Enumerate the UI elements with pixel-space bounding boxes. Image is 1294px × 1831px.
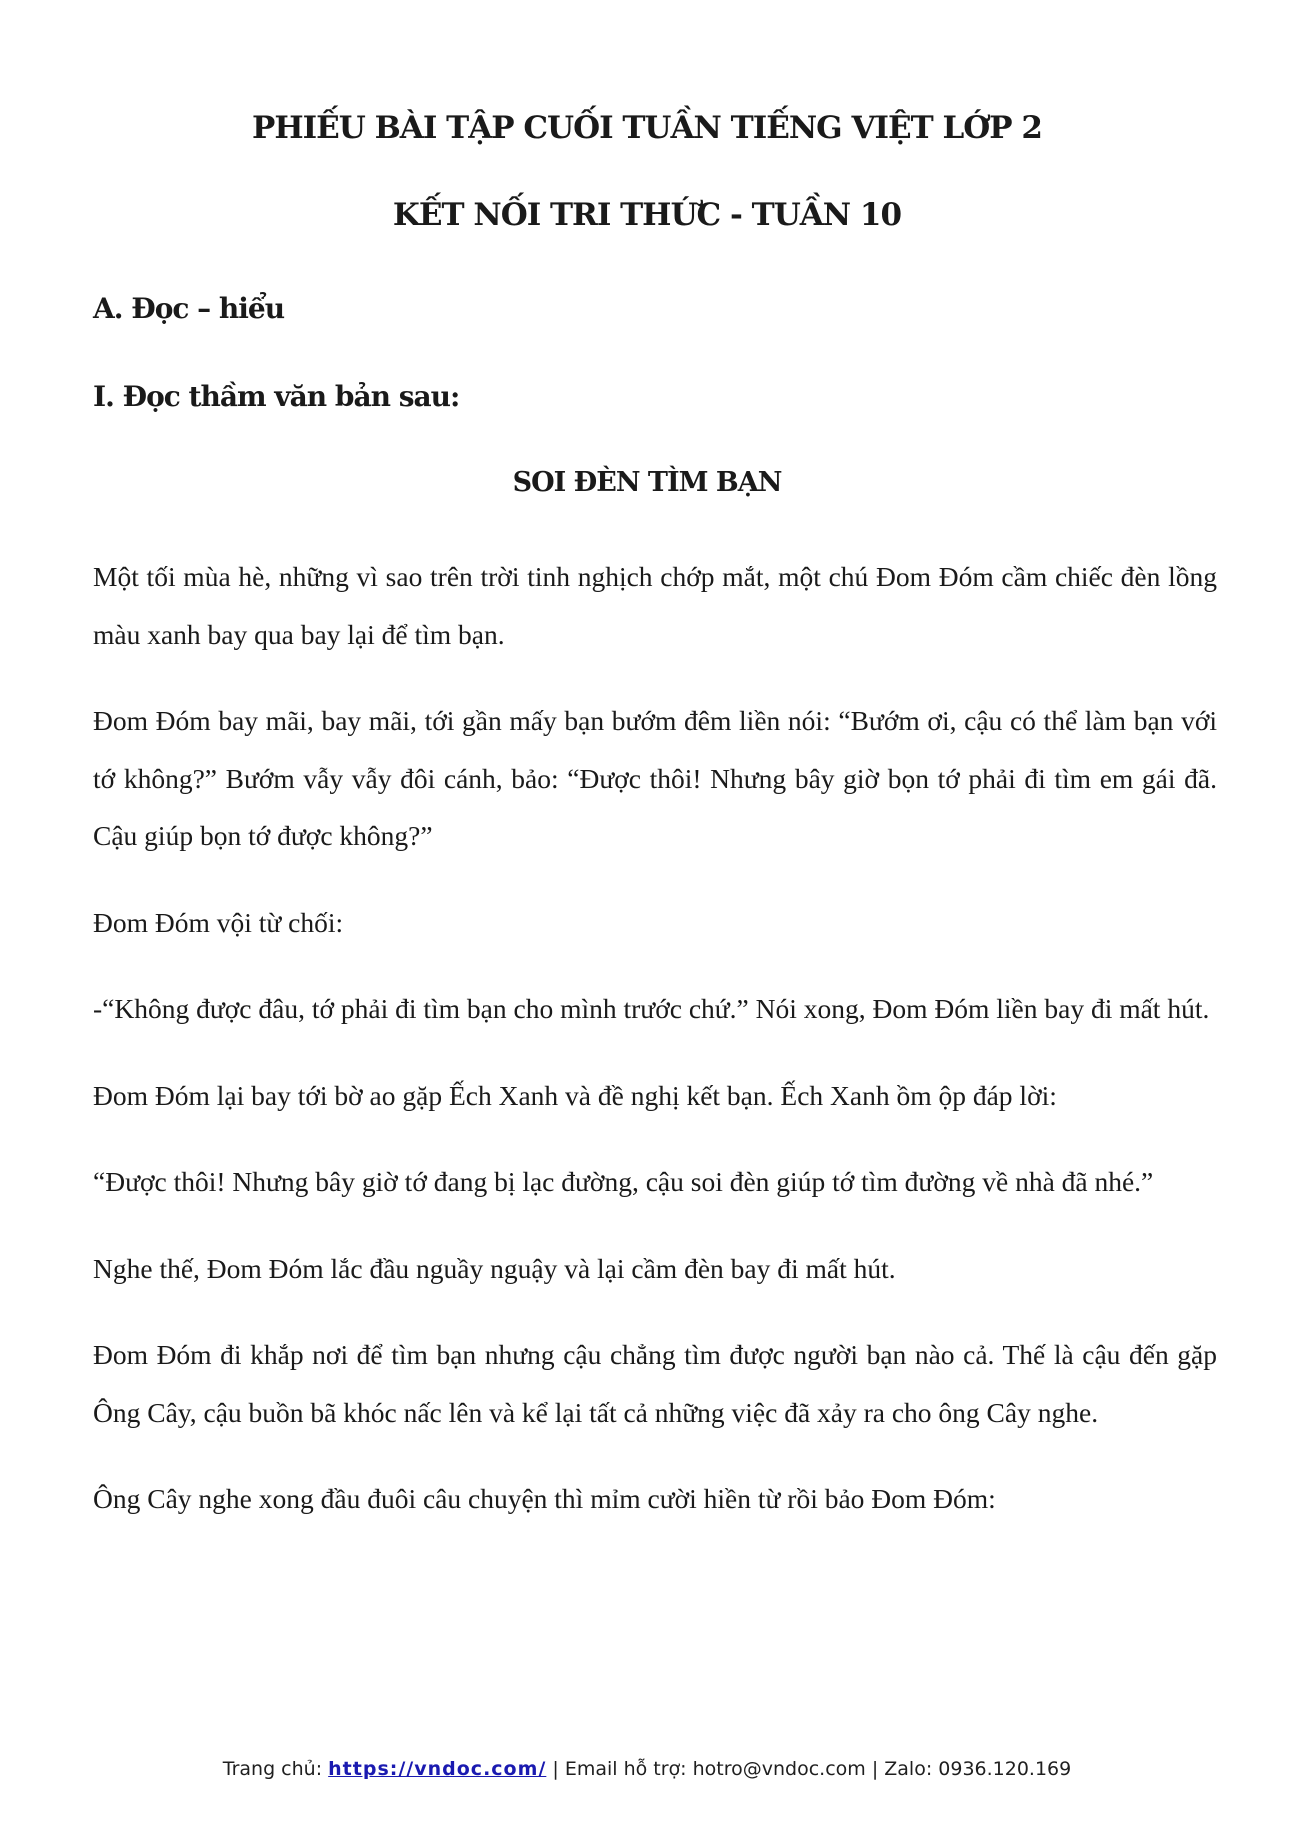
story-paragraph: Đom Đóm lại bay tới bờ ao gặp Ếch Xanh và đề nghị kết bạn. Ếch Xanh ồm ộp đáp lời:	[93, 1079, 1057, 1111]
story-paragraph: -“Không được đâu, tớ phải đi tìm bạn cho mình trước chứ.” Nói xong, Đom Đóm liền bay đi mất hút.	[93, 993, 1210, 1024]
story-paragraph: “Được thôi! Nhưng bây giờ tớ đang bị lạc đường, cậu soi đèn giúp tớ tìm đường về nhà đã nhé.”	[93, 1166, 1154, 1197]
story-paragraph: Đom Đóm vội từ chối:	[93, 906, 344, 938]
section-heading-reading: A. Đọc – hiểu	[93, 292, 285, 325]
section-heading-instruction: I. Đọc thầm văn bản sau:	[93, 380, 460, 413]
story-paragraph: Đom Đóm bay mãi, bay mãi, tới gần mấy bạn bướm đêm liền nói: “Bướm ơi, cậu có thể làm bạn với tớ không?” Bướm vẫy vẫy đôi cánh, bảo: “Được thôi! Nhưng bây giờ bọn tớ phải đi tìm em gái đã. Cậu giúp bọn tớ được không?”	[93, 705, 1217, 851]
page-footer	[0, 1758, 1294, 1780]
footer-home-link[interactable]: https://vndoc.com/	[328, 1758, 547, 1780]
footer-contact-text: | Email hỗ trợ: hotro@vndoc.com | Zalo: 0936.120.169	[546, 1758, 1072, 1780]
story-paragraph: Ông Cây nghe xong đầu đuôi câu chuyện thì mỉm cười hiền từ rồi bảo Đom Đóm:	[93, 1483, 996, 1514]
story-paragraph: Nghe thế, Đom Đóm lắc đầu nguầy nguậy và lại cầm đèn bay đi mất hút.	[93, 1252, 896, 1284]
page-title: PHIẾU BÀI TẬP CUỐI TUẦN TIẾNG VIỆT LỚP 2	[252, 110, 1042, 146]
story-body	[93, 548, 1217, 1557]
story-title: SOI ĐÈN TÌM BẠN	[512, 467, 782, 498]
story-paragraph: Đom Đóm đi khắp nơi để tìm bạn nhưng cậu chẳng tìm được người bạn nào cả. Thế là cậu đến gặp Ông Cây, cậu buồn bã khóc nấc lên và kể lại tất cả những việc đã xảy ra cho ông Cây nghe.	[93, 1339, 1217, 1428]
story-paragraph: Một tối mùa hè, những vì sao trên trời tinh nghịch chớp mắt, một chú Đom Đóm cầm chiếc đèn lồng màu xanh bay qua bay lại để tìm bạn.	[93, 561, 1217, 650]
page-subtitle: KẾT NỐI TRI THỨC - TUẦN 10	[392, 197, 902, 233]
footer-home-label: Trang chủ:	[222, 1758, 329, 1780]
